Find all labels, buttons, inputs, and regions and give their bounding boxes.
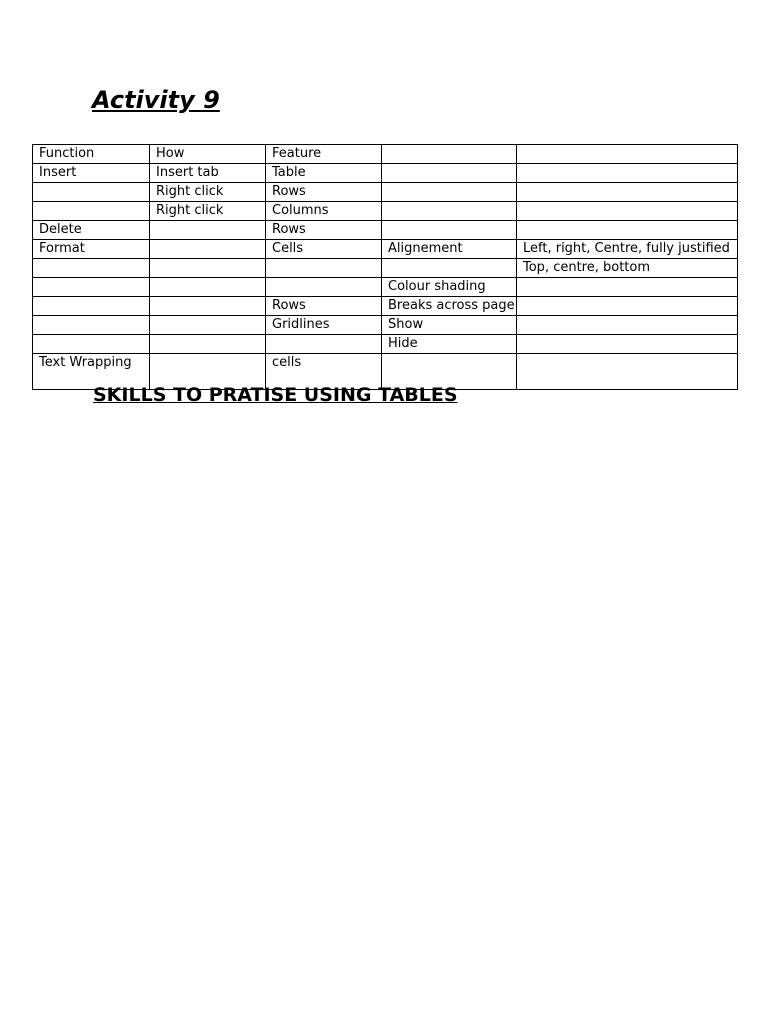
table-row xyxy=(33,297,738,316)
table-cell: Columns xyxy=(266,202,382,221)
table-cell: Function xyxy=(33,145,150,164)
table-cell: cells xyxy=(266,354,382,390)
table-cell xyxy=(517,221,738,240)
table-cell: Insert xyxy=(33,164,150,183)
table-cell xyxy=(517,202,738,221)
table-row xyxy=(33,278,738,297)
table-cell xyxy=(382,259,517,278)
table-cell: Right click xyxy=(150,183,266,202)
table-row xyxy=(33,164,738,183)
table-cell: Text Wrapping xyxy=(33,354,150,390)
table-cell: Insert tab xyxy=(150,164,266,183)
table-cell: Gridlines xyxy=(266,316,382,335)
table-cell xyxy=(150,221,266,240)
table-cell xyxy=(266,259,382,278)
table-cell xyxy=(517,183,738,202)
table-cell: How xyxy=(150,145,266,164)
table-cell xyxy=(266,278,382,297)
table-cell: Left, right, Centre, fully justified xyxy=(517,240,738,259)
table-cell xyxy=(33,259,150,278)
table-cell: Rows xyxy=(266,297,382,316)
table-cell xyxy=(382,164,517,183)
table-row xyxy=(33,145,738,164)
table-row xyxy=(33,316,738,335)
table-cell xyxy=(150,259,266,278)
table-cell xyxy=(33,335,150,354)
table-cell xyxy=(517,145,738,164)
table-cell xyxy=(33,297,150,316)
table-cell xyxy=(150,240,266,259)
table-cell xyxy=(382,202,517,221)
table-cell: Cells xyxy=(266,240,382,259)
table-body xyxy=(33,145,738,390)
table-cell xyxy=(517,316,738,335)
table-cell xyxy=(517,164,738,183)
table-row xyxy=(33,221,738,240)
skills-table xyxy=(32,144,738,390)
table-cell xyxy=(150,278,266,297)
table-row xyxy=(33,183,738,202)
table-cell xyxy=(517,354,738,390)
table-cell: Right click xyxy=(150,202,266,221)
table-cell xyxy=(33,278,150,297)
table-cell xyxy=(150,316,266,335)
table-cell xyxy=(33,316,150,335)
table-cell xyxy=(517,278,738,297)
table-cell: Show xyxy=(382,316,517,335)
table-cell: Top, centre, bottom xyxy=(517,259,738,278)
table-cell xyxy=(33,183,150,202)
table-cell: Rows xyxy=(266,183,382,202)
table-cell xyxy=(150,335,266,354)
table-cell xyxy=(33,202,150,221)
page-title: Activity 9 xyxy=(92,86,220,114)
table-cell xyxy=(382,145,517,164)
table-cell: Delete xyxy=(33,221,150,240)
table-cell: Colour shading xyxy=(382,278,517,297)
table-cell: Alignement xyxy=(382,240,517,259)
table-cell: Feature xyxy=(266,145,382,164)
table-cell: Breaks across page xyxy=(382,297,517,316)
table-cell xyxy=(150,297,266,316)
table-cell xyxy=(382,221,517,240)
table-cell xyxy=(266,335,382,354)
section-heading: SKILLS TO PRATISE USING TABLES xyxy=(93,384,458,406)
table-cell xyxy=(517,335,738,354)
table-cell xyxy=(382,183,517,202)
table-cell: Format xyxy=(33,240,150,259)
table-cell xyxy=(517,297,738,316)
table-cell: Rows xyxy=(266,221,382,240)
table-cell: Table xyxy=(266,164,382,183)
table-row xyxy=(33,335,738,354)
table-row xyxy=(33,259,738,278)
table-cell: Hide xyxy=(382,335,517,354)
table-row xyxy=(33,202,738,221)
table-row xyxy=(33,240,738,259)
